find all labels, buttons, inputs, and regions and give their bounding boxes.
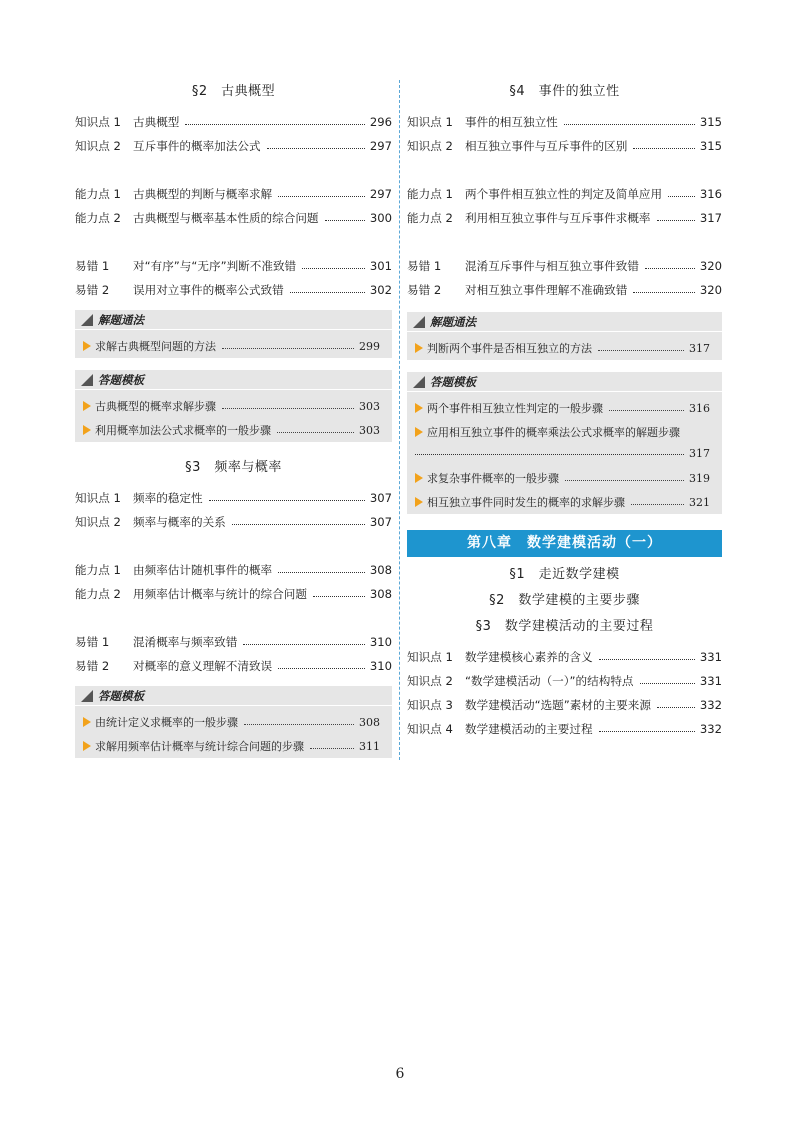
box-entry[interactable]: 求复杂事件概率的一般步骤 319 xyxy=(407,462,722,486)
toc-entry[interactable]: 知识点 1 数学建模核心素养的含义 331 xyxy=(407,650,722,664)
leader-dots xyxy=(645,268,695,269)
box-entry[interactable]: 利用概率加法公式求概率的一般步骤 303 xyxy=(75,414,392,438)
toc-entry[interactable]: 易错 2 误用对立事件的概率公式致错 302 xyxy=(75,283,392,297)
box-entry[interactable]: 判断两个事件是否相互独立的方法 317 xyxy=(407,332,722,356)
corner-triangle-icon xyxy=(413,376,425,388)
box-entry[interactable]: 应用相互独立事件的概率乘法公式求概率的解题步骤 317 xyxy=(407,416,722,462)
leader-dots xyxy=(185,124,364,125)
toc-entry[interactable]: 易错 2 对相互独立事件理解不准确致错 320 xyxy=(407,283,722,297)
toc-entry[interactable]: 知识点 2 互斥事件的概率加法公式 297 xyxy=(75,139,392,153)
leader-dots xyxy=(657,707,695,708)
toc-entry[interactable]: 能力点 2 古典概型与概率基本性质的综合问题 300 xyxy=(75,211,392,225)
section-title[interactable]: §1 走近数学建模 xyxy=(509,567,620,582)
toc-entry[interactable]: 知识点 1 频率的稳定性 307 xyxy=(75,491,392,505)
leader-dots xyxy=(222,408,354,409)
arrow-right-icon xyxy=(415,343,423,353)
arrow-right-icon xyxy=(415,403,423,413)
toc-entry[interactable]: 能力点 1 两个事件相互独立性的判定及简单应用 316 xyxy=(407,187,722,201)
section-title[interactable]: §2 数学建模的主要步骤 xyxy=(489,593,640,608)
section-title-3: §3 频率与概率 xyxy=(185,460,282,475)
leader-dots xyxy=(564,124,695,125)
leader-dots xyxy=(278,572,365,573)
page-number: 6 xyxy=(395,1066,405,1082)
leader-dots xyxy=(668,196,695,197)
toc-entry[interactable]: 易错 2 对概率的意义理解不清致误 310 xyxy=(75,659,392,673)
method-box: 解题通法 求解古典概型问题的方法 299 xyxy=(75,310,392,358)
section-title[interactable]: §3 数学建模活动的主要过程 xyxy=(475,619,654,634)
leader-dots xyxy=(267,148,365,149)
corner-triangle-icon xyxy=(81,690,93,702)
toc-entry[interactable]: 知识点 4 数学建模活动的主要过程 332 xyxy=(407,722,722,736)
arrow-right-icon xyxy=(83,425,91,435)
leader-dots xyxy=(415,454,684,455)
arrow-right-icon xyxy=(415,473,423,483)
corner-triangle-icon xyxy=(81,374,93,386)
toc-entry[interactable]: 知识点 3 数学建模活动“选题”素材的主要来源 332 xyxy=(407,698,722,712)
leader-dots xyxy=(209,500,365,501)
leader-dots xyxy=(633,148,695,149)
toc-entry[interactable]: 能力点 1 古典概型的判断与概率求解 297 xyxy=(75,187,392,201)
arrow-right-icon xyxy=(83,401,91,411)
template-box: 答题模板 由统计定义求概率的一般步骤 308 求解用频率估计概率与统计综合问题的步骤 311 xyxy=(75,686,392,758)
leader-dots xyxy=(244,724,354,725)
toc-entry[interactable]: 知识点 2 频率与概率的关系 307 xyxy=(75,515,392,529)
leader-dots xyxy=(640,683,695,684)
left-column xyxy=(75,76,392,758)
leader-dots xyxy=(302,268,365,269)
template-box: 答题模板 古典概型的概率求解步骤 303 利用概率加法公式求概率的一般步骤 303 xyxy=(75,370,392,442)
template-box: 答题模板 两个事件相互独立性判定的一般步骤 316 应用相互独立事件的概率乘法公式求概率的解题步骤 317 求复杂事件概率的一般步骤 319 相互独立事件同时发生的概率的求解步骤 321 xyxy=(407,372,722,514)
leader-dots xyxy=(565,480,684,481)
arrow-right-icon xyxy=(83,341,91,351)
column-divider xyxy=(399,80,400,760)
leader-dots xyxy=(290,292,365,293)
section-title-2: §2 古典概型 xyxy=(191,84,276,99)
box-entry[interactable]: 求解用频率估计概率与统计综合问题的步骤 311 xyxy=(75,730,392,754)
box-entry[interactable]: 两个事件相互独立性判定的一般步骤 316 xyxy=(407,392,722,416)
toc-entry[interactable]: 能力点 2 利用相互独立事件与互斥事件求概率 317 xyxy=(407,211,722,225)
method-box: 解题通法 判断两个事件是否相互独立的方法 317 xyxy=(407,312,722,360)
arrow-right-icon xyxy=(415,427,423,437)
leader-dots xyxy=(631,504,684,505)
leader-dots xyxy=(277,432,354,433)
leader-dots xyxy=(310,748,354,749)
toc-entry[interactable]: 易错 1 对“有序”与“无序”判断不准致错 301 xyxy=(75,259,392,273)
leader-dots xyxy=(633,292,695,293)
leader-dots xyxy=(325,220,365,221)
toc-entry[interactable]: 易错 1 混淆互斥事件与相互独立事件致错 320 xyxy=(407,259,722,273)
box-entry[interactable]: 由统计定义求概率的一般步骤 308 xyxy=(75,706,392,730)
leader-dots xyxy=(599,731,695,732)
section-title-4: §4 事件的独立性 xyxy=(509,84,620,99)
toc-entry[interactable]: 知识点 1 事件的相互独立性 315 xyxy=(407,115,722,129)
arrow-right-icon xyxy=(415,497,423,507)
toc-entry[interactable]: 知识点 2 “数学建模活动（一）”的结构特点 331 xyxy=(407,674,722,688)
leader-dots xyxy=(278,668,365,669)
toc-entry[interactable]: 知识点 1 古典概型 296 xyxy=(75,115,392,129)
leader-dots xyxy=(278,196,365,197)
toc-entry[interactable]: 能力点 1 由频率估计随机事件的概率 308 xyxy=(75,563,392,577)
leader-dots xyxy=(657,220,695,221)
toc-entry[interactable]: 易错 1 混淆概率与频率致错 310 xyxy=(75,635,392,649)
leader-dots xyxy=(598,350,684,351)
box-entry[interactable]: 相互独立事件同时发生的概率的求解步骤 321 xyxy=(407,486,722,510)
corner-triangle-icon xyxy=(413,316,425,328)
box-entry[interactable]: 求解古典概型问题的方法 299 xyxy=(75,330,392,354)
arrow-right-icon xyxy=(83,741,91,751)
arrow-right-icon xyxy=(83,717,91,727)
leader-dots xyxy=(232,524,365,525)
leader-dots xyxy=(599,659,695,660)
right-column xyxy=(407,76,722,737)
box-entry[interactable]: 古典概型的概率求解步骤 303 xyxy=(75,390,392,414)
leader-dots xyxy=(243,644,365,645)
chapter-banner[interactable]: 第八章 数学建模活动（一） xyxy=(407,530,722,557)
corner-triangle-icon xyxy=(81,314,93,326)
toc-entry[interactable]: 能力点 2 用频率估计概率与统计的综合问题 308 xyxy=(75,587,392,601)
leader-dots xyxy=(222,348,354,349)
toc-entry[interactable]: 知识点 2 相互独立事件与互斥事件的区别 315 xyxy=(407,139,722,153)
leader-dots xyxy=(313,596,365,597)
leader-dots xyxy=(609,410,684,411)
